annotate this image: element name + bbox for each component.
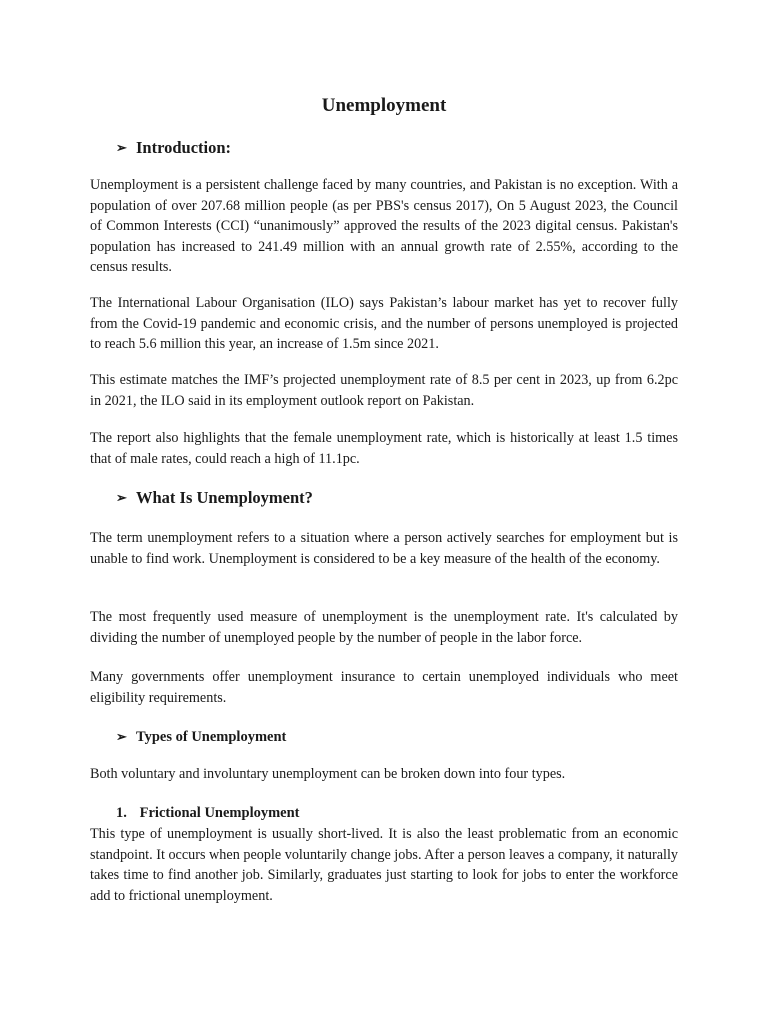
frictional-unemployment-paragraph: This type of unemployment is usually short-lived. It is also the least problematic from an economic standpoint. It occurs when people voluntarily change jobs. After a person leaves a company, it naturally takes time to find another job. Similarly, graduates just starting to look for jobs to enter the workforce add to frictional unemployment. [90,826,678,904]
types-heading [116,727,286,747]
arrow-bullet-icon: ➢ [116,729,127,744]
types-intro-paragraph: Both voluntary and involuntary unemployment can be broken down into four types. [90,766,566,782]
intro-paragraph-4: The report also highlights that the female unemployment rate, which is historically at least 1.5 times that of male rates, could reach a high of 11.1pc. [90,430,678,467]
arrow-bullet-icon: ➢ [116,140,127,155]
introduction-heading [116,137,231,159]
frictional-unemployment-heading-text: Frictional Unemployment [139,805,300,821]
frictional-unemployment-heading [116,803,300,823]
intro-paragraph-1: Unemployment is a persistent challenge faced by many countries, and Pakistan is no exception. With a population of over 207.68 million people (as per PBS's census 2017), On 5 August 2023, the Council of Common Interests (CCI) “unanimously” approved the results of the 2023 digital census. Pakistan's population has increased to 241.49 million with an annual growth rate of 2.55%, according to the census results. [90,177,678,276]
list-number: 1. [116,805,127,821]
what-is-heading-text: What Is Unemployment? [136,488,313,507]
what-is-heading [116,487,313,509]
what-is-paragraph-3: Many governments offer unemployment insurance to certain unemployed individuals who meet eligibility requirements. [90,669,678,706]
intro-paragraph-3: This estimate matches the IMF’s projected unemployment rate of 8.5 per cent in 2023, up from 6.2pc in 2021, the ILO said in its employment outlook report on Pakistan. [90,372,678,409]
what-is-paragraph-1: The term unemployment refers to a situation where a person actively searches for employment but is unable to find work. Unemployment is considered to be a key measure of the health of the economy. [90,530,678,567]
introduction-heading-text: Introduction: [136,138,232,157]
arrow-bullet-icon: ➢ [116,490,127,505]
types-heading-text: Types of Unemployment [136,729,287,745]
document-title: Unemployment [321,95,447,116]
intro-paragraph-2: The International Labour Organisation (ILO) says Pakistan’s labour market has yet to recover fully from the Covid-19 pandemic and economic crisis, and the number of persons unemployed is projected to reach 5.6 million this year, an increase of 1.5m since 2021. [90,295,678,353]
what-is-paragraph-2: The most frequently used measure of unemployment is the unemployment rate. It's calculated by dividing the number of unemployed people by the number of people in the labor force. [90,609,678,646]
